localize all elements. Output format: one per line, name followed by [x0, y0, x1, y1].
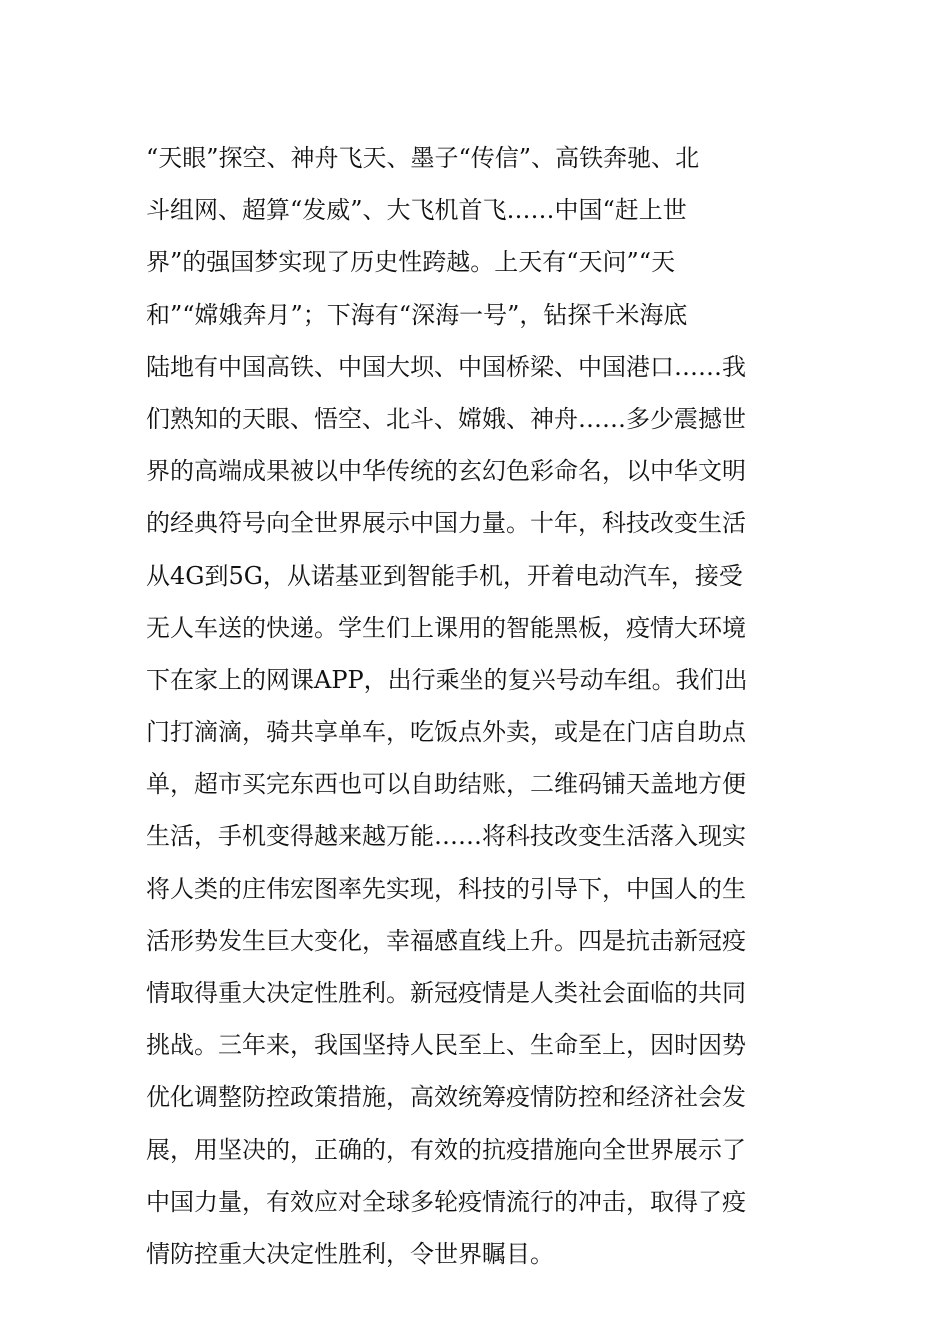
paragraph-line: 单，超市买完东西也可以自助结账，二维码铺天盖地方便 [146, 770, 746, 799]
paragraph-line: 展，用坚决的，正确的，有效的抗疫措施向全世界展示了 [146, 1135, 746, 1164]
paragraph-line: 界的高端成果被以中华传统的玄幻色彩命名，以中华文明 [146, 457, 746, 486]
paragraph-line: 无人车送的快递。学生们上课用的智能黑板，疫情大环境 [146, 613, 746, 642]
paragraph-line: 斗组网、超算“发威”、大飞机首飞……中国“赶上世 [146, 196, 687, 225]
paragraph-line: 情取得重大决定性胜利。新冠疫情是人类社会面临的共同 [146, 979, 746, 1007]
paragraph-line: 从4G到5G，从诺基亚到智能手机，开着电动汽车，接受 [146, 561, 743, 590]
paragraph-line: 情防控重大决定性胜利，令世界瞩目。 [146, 1239, 554, 1268]
paragraph-line: 优化调整防控政策措施，高效统筹疫情防控和经济社会发 [146, 1083, 746, 1112]
paragraph-line: 门打滴滴，骑共享单车，吃饭点外卖，或是在门店自助点 [146, 718, 746, 747]
paragraph-line: 生活，手机变得越来越万能……将科技改变生活落入现实 [146, 822, 746, 851]
paragraph-line: 中国力量，有效应对全球多轮疫情流行的冲击，取得了疫 [146, 1187, 746, 1216]
paragraph-line: 的经典符号向全世界展示中国力量。十年，科技改变生活 [146, 509, 746, 538]
paragraph-line: “天眼”探空、神舟飞天、墨子“传信”、高铁奔驰、北 [146, 144, 700, 172]
paragraph-line: 和”“嫦娥奔月”；下海有“深海一号”，钻探千米海底 [146, 300, 688, 329]
paragraph-line: 们熟知的天眼、悟空、北斗、嫦娥、神舟……多少震撼世 [146, 404, 746, 433]
paragraph-line: 活形势发生巨大变化，幸福感直线上升。四是抗击新冠疫 [146, 926, 746, 955]
paragraph-line: 界”的强国梦实现了历史性跨越。上天有“天问”“天 [146, 248, 676, 277]
paragraph-line: 挑战。三年来，我国坚持人民至上、生命至上，因时因势 [146, 1031, 746, 1060]
paragraph-line: 下在家上的网课APP，出行乘坐的复兴号动车组。我们出 [146, 665, 748, 694]
paragraph-line: 将人类的庄伟宏图率先实现，科技的引导下，中国人的生 [146, 874, 746, 903]
paragraph-line: 陆地有中国高铁、中国大坝、中国桥梁、中国港口……我 [146, 352, 746, 381]
body-paragraph [146, 132, 808, 1280]
